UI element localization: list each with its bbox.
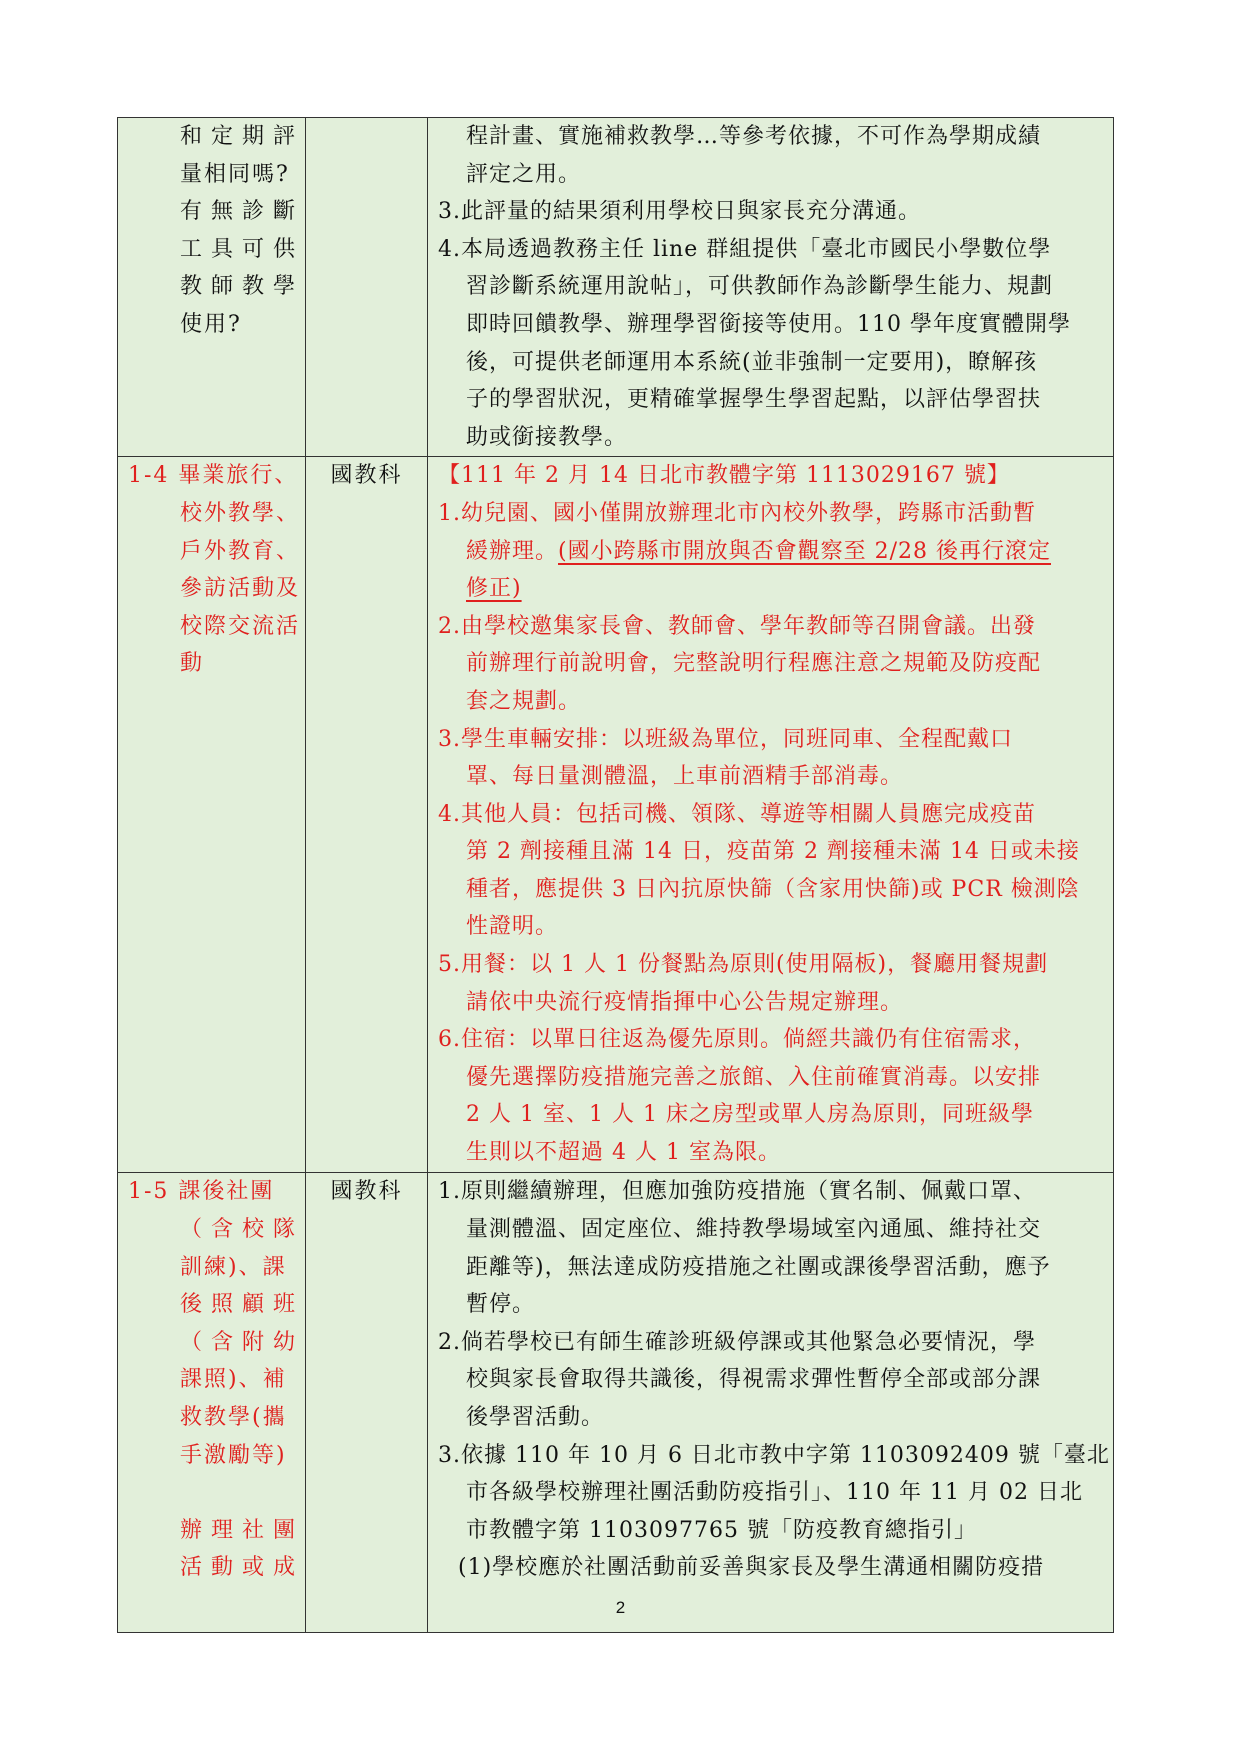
item-text: （含校隊: [180, 1216, 305, 1242]
item-text: 戶外教育、: [180, 538, 301, 564]
item-text: 校際交流活: [180, 613, 301, 639]
content-line: 6.住宿：以單日往返為優先原則。倘經共識仍有住宿需求，: [438, 1027, 1036, 1053]
content-line: 評定之用。: [466, 161, 582, 187]
content-line: 套之規劃。: [466, 688, 582, 714]
content-line: 優先選擇防疫措施完善之旅館、入住前確實消毒。以安排: [466, 1064, 1042, 1090]
content-line: 程計畫、實施補救教學…等參考依據，不可作為學期成績: [466, 124, 1042, 149]
item-text: 和定期評: [180, 124, 305, 149]
content-line: 市各級學校辦理社團活動防疫指引」、110 年 11 月 02 日北: [466, 1480, 1083, 1506]
content-line: 2 人 1 室、1 人 1 床之房型或單人房為原則，同班級學: [466, 1102, 1034, 1128]
item-text: 工具可供: [180, 236, 305, 262]
item-text: 1-4 畢業旅行、: [128, 463, 299, 489]
content-line: 助或銜接教學。: [466, 424, 628, 450]
document-table: [117, 117, 1114, 1633]
item-text: 量相同嗎?: [180, 161, 290, 187]
content-line: 即時回饋教學、辦理學習銜接等使用。110 學年度實體開學: [466, 311, 1071, 337]
table-row: [118, 118, 1114, 457]
content-line: 生則以不超過 4 人 1 室為限。: [466, 1140, 781, 1166]
content-line: 4.其他人員：包括司機、領隊、導遊等相關人員應完成疫苗: [438, 801, 1036, 827]
content-line: 種者，應提供 3 日內抗原快篩（含家用快篩)或 PCR 檢測陰: [466, 876, 1080, 902]
content-line: 市教體字第 1103097765 號「防疫教育總指引」: [466, 1517, 977, 1543]
content-line: 量測體溫、固定座位、維持教學場域室內通風、維持社交: [466, 1216, 1042, 1242]
content-line: 請依中央流行疫情指揮中心公告規定辦理。: [466, 989, 904, 1015]
item-text: 活動或成: [180, 1555, 305, 1581]
content-line: 子的學習狀況，更精確掌握學生學習起點，以評估學習扶: [466, 387, 1042, 413]
content-line: 校與家長會取得共識後，得視需求彈性暫停全部或部分課: [466, 1367, 1042, 1393]
content-line: 習診斷系統運用說帖」，可供教師作為診斷學生能力、規劃: [466, 274, 1054, 300]
content-line: 1.幼兒園、國小僅開放辦理北市內校外教學，跨縣市活動暫: [438, 500, 1036, 526]
item-text: 手激勵等): [180, 1442, 287, 1468]
content-line: (1)學校應於社團活動前妥善與家長及學生溝通相關防疫措: [458, 1555, 1045, 1581]
content-line: 3.此評量的結果須利用學校日與家長充分溝通。: [438, 199, 921, 225]
content-cell: [428, 1173, 1114, 1633]
item-text: 校外教學、: [180, 500, 301, 526]
content-line: 2.由學校邀集家長會、教師會、學年教師等召開會議。出發: [438, 613, 1036, 639]
item-text: 後照顧班: [180, 1292, 305, 1318]
table-row: [118, 457, 1114, 1173]
content-line: 性證明。: [466, 914, 559, 940]
item-text: 訓練)、課: [180, 1254, 287, 1280]
content-line: 3.依據 110 年 10 月 6 日北市教中字第 1103092409 號「臺北: [438, 1442, 1110, 1468]
content-line: [428, 533, 1113, 571]
content-text: 緩辦理。: [466, 538, 559, 564]
item-text: 課照)、補: [180, 1367, 287, 1393]
content-line: 【111 年 2 月 14 日北市教體字第 1113029167 號】: [438, 463, 1010, 489]
spacer: [118, 1474, 305, 1512]
item-text: 有無診斷: [180, 199, 305, 225]
content-cell: [428, 457, 1114, 1173]
item-text: 辦理社團: [180, 1517, 305, 1543]
content-line: 後，可提供老師運用本系統(並非強制一定要用)，瞭解孩: [466, 349, 1038, 375]
content-line: 前辦理行前說明會，完整說明行程應注意之規範及防疫配: [466, 651, 1042, 677]
item-text: 動: [180, 651, 205, 677]
content-line: [428, 570, 1113, 608]
content-line: 2.倘若學校已有師生確診班級停課或其他緊急必要情況，學: [438, 1329, 1036, 1355]
content-line: 暫停。: [466, 1292, 536, 1318]
content-line: 罩、每日量測體溫，上車前酒精手部消毒。: [466, 764, 904, 790]
unit-cell: [306, 457, 428, 1173]
content-line: 3.學生車輛安排：以班級為單位，同班同車、全程配戴口: [438, 726, 1013, 752]
item-text: 教師教學: [180, 274, 305, 300]
item-cell: [118, 1173, 306, 1633]
item-text: 救教學(攜: [180, 1404, 287, 1430]
content-line: 4.本局透過教務主任 line 群組提供「臺北市國民小學數位學: [438, 236, 1052, 262]
content-line: 距離等)，無法達成防疫措施之社團或課後學習活動，應予: [466, 1254, 1051, 1280]
unit-text: 國教科: [330, 1179, 403, 1205]
content-line: 5.用餐：以 1 人 1 份餐點為原則(使用隔板)，餐廳用餐規劃: [438, 952, 1049, 978]
item-text: 使用?: [180, 311, 242, 337]
item-text: 1-5 課後社團: [128, 1179, 275, 1205]
table-row: [118, 1173, 1114, 1633]
underlined-note: (國小跨縣市開放與否會觀察至 2/28 後再行滾定: [558, 538, 1051, 564]
content-line: 1.原則繼續辦理，但應加強防疫措施（實名制、佩戴口罩、: [438, 1179, 1036, 1205]
unit-cell: [306, 1173, 428, 1633]
item-cell: [118, 118, 306, 457]
item-text: 參訪活動及: [180, 576, 301, 602]
item-text: （含附幼: [180, 1329, 305, 1355]
content-line: 後學習活動。: [466, 1404, 605, 1430]
underlined-note: 修正): [466, 576, 522, 602]
content-line: 第 2 劑接種且滿 14 日，疫苗第 2 劑接種未滿 14 日或未接: [466, 839, 1080, 865]
page-number: 2: [615, 1598, 626, 1617]
unit-text: 國教科: [330, 463, 403, 489]
item-cell: [118, 457, 306, 1173]
unit-cell: [306, 118, 428, 457]
content-cell: [428, 118, 1114, 457]
